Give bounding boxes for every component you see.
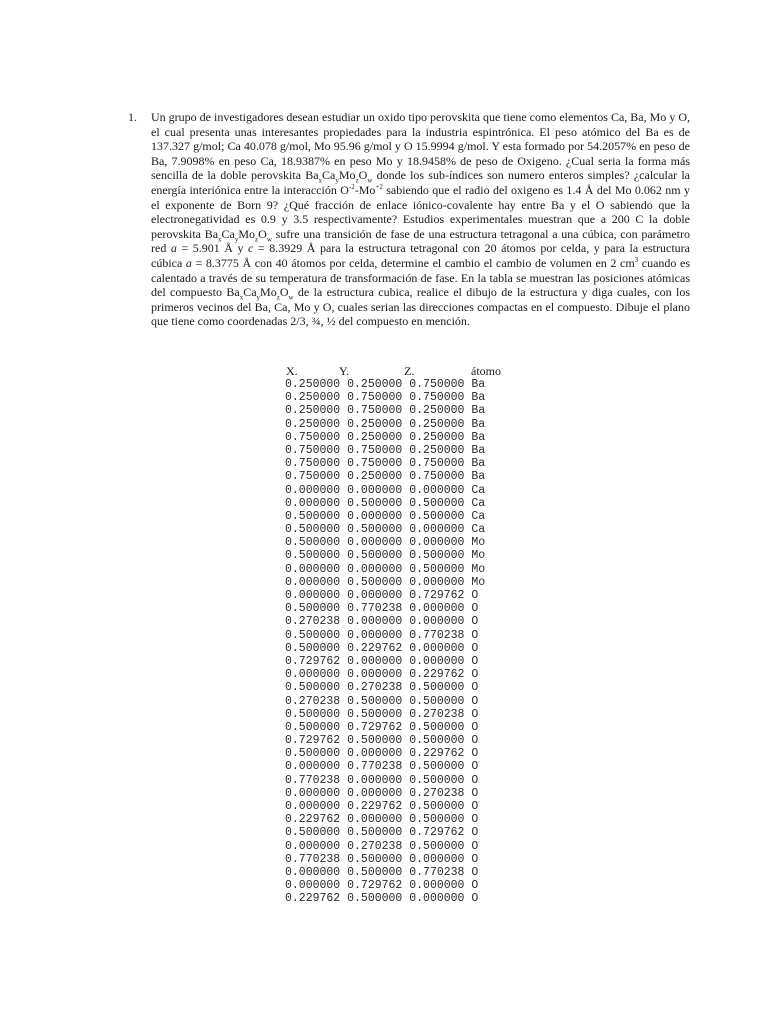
table-row bbox=[285, 734, 485, 747]
cell-z: 0.229762 bbox=[409, 747, 465, 761]
cell-z: 0.500000 bbox=[409, 773, 465, 787]
cell-z: 0.000000 bbox=[409, 575, 465, 589]
question-segment: -2 bbox=[348, 182, 355, 191]
cell-y: 0.229762 bbox=[347, 800, 403, 813]
cell-z: 0.000000 bbox=[409, 523, 465, 537]
table-row bbox=[285, 457, 485, 470]
cell-z: 0.770238 bbox=[409, 865, 465, 879]
cell-y: 0.250000 bbox=[347, 430, 403, 444]
cell-y: 0.500000 bbox=[347, 734, 403, 748]
table-row bbox=[285, 642, 485, 655]
question-segment: Mo bbox=[260, 285, 277, 300]
cell-y: 0.750000 bbox=[347, 391, 403, 405]
cell-x: 0.000000 bbox=[285, 668, 341, 682]
cell-y: 0.000000 bbox=[347, 786, 403, 800]
cell-x: 0.000000 bbox=[285, 800, 341, 813]
question-segment: w bbox=[266, 235, 272, 244]
cell-x: 0.250000 bbox=[285, 417, 341, 431]
cell-y: 0.000000 bbox=[347, 536, 403, 550]
question-segment: O bbox=[279, 285, 289, 300]
cell-x: 0.500000 bbox=[285, 641, 341, 655]
question-segment: Ca bbox=[322, 168, 336, 183]
table-row bbox=[285, 760, 485, 773]
cell-atom: Ba bbox=[471, 391, 486, 405]
cell-x: 0.250000 bbox=[285, 378, 341, 391]
cell-atom: O bbox=[471, 892, 479, 906]
cell-atom: Ba bbox=[471, 378, 486, 391]
cell-atom: Ca bbox=[471, 523, 486, 537]
cell-x: 0.000000 bbox=[285, 575, 341, 589]
table-row bbox=[285, 378, 485, 391]
cell-atom: Ba bbox=[471, 417, 486, 431]
question-segment: z bbox=[355, 176, 359, 185]
question-segment: x bbox=[218, 235, 222, 244]
question-segment: 3 bbox=[634, 255, 639, 264]
cell-y: 0.770238 bbox=[347, 602, 403, 616]
cell-y: 0.500000 bbox=[347, 694, 403, 708]
table-row bbox=[285, 853, 485, 866]
cell-y: 0.000000 bbox=[347, 747, 403, 761]
cell-x: 0.500000 bbox=[285, 536, 341, 550]
cell-z: 0.750000 bbox=[409, 457, 465, 471]
question-segment: sufre una transición de fase de una estructura tetragonal a una cúbica, con parámetro red bbox=[151, 226, 690, 256]
question-segment: a bbox=[185, 255, 192, 270]
cell-atom: O bbox=[471, 681, 479, 695]
table-row bbox=[285, 866, 485, 879]
cell-z: 0.000000 bbox=[409, 879, 465, 893]
cell-atom: Ca bbox=[471, 496, 486, 510]
cell-atom: O bbox=[471, 826, 479, 840]
cell-y: 0.000000 bbox=[347, 773, 403, 787]
cell-x: 0.000000 bbox=[285, 562, 341, 576]
cell-z: 0.270238 bbox=[409, 786, 465, 800]
table-row bbox=[285, 813, 485, 826]
cell-x: 0.000000 bbox=[285, 496, 341, 510]
question-segment: Mo bbox=[238, 226, 256, 241]
question-segment: sabiendo que el radio del oxigeno es 1.4 Å del Mo 0.062 nm y el exponente de Born 9? ¿Qué fracción de enlace iónico-covalente hay entre Ba y el O sabiendo que la electronegatividad es 0.9 y 3.5 respectivamente? Estudios experimentales muestran que a 200 C la doble perovskita Ba bbox=[151, 182, 690, 241]
question-segment: a bbox=[170, 241, 177, 256]
cell-y: 0.500000 bbox=[347, 865, 403, 879]
question-number: 1. bbox=[128, 110, 137, 124]
table-row bbox=[285, 800, 485, 813]
cell-y: 0.250000 bbox=[347, 470, 403, 484]
table-row bbox=[285, 523, 485, 536]
cell-x: 0.000000 bbox=[285, 865, 341, 879]
cell-atom: Ba bbox=[471, 443, 486, 457]
cell-z: 0.729762 bbox=[409, 589, 465, 602]
cell-y: 0.500000 bbox=[347, 523, 403, 537]
cell-x: 0.000000 bbox=[285, 589, 341, 602]
table-row bbox=[285, 404, 485, 417]
table-row bbox=[285, 747, 485, 760]
cell-z: 0.000000 bbox=[409, 852, 465, 866]
cell-z: 0.750000 bbox=[409, 391, 465, 405]
cell-x: 0.000000 bbox=[285, 483, 341, 497]
cell-atom: O bbox=[471, 602, 479, 616]
question-segment: donde los sub-índices son numero enteros simples? ¿calcular la energía interiónica entre la interacción O bbox=[151, 168, 690, 197]
cell-x: 0.270238 bbox=[285, 694, 341, 708]
question-segment: y bbox=[234, 235, 239, 244]
cell-y: 0.229762 bbox=[347, 641, 403, 655]
cell-z: 0.770238 bbox=[409, 628, 465, 642]
table-row bbox=[285, 826, 485, 839]
cell-atom: O bbox=[471, 800, 479, 813]
cell-z: 0.000000 bbox=[409, 892, 465, 906]
cell-y: 0.000000 bbox=[347, 589, 403, 602]
question-segment: z bbox=[276, 293, 280, 302]
cell-z: 0.250000 bbox=[409, 443, 465, 457]
table-row bbox=[285, 681, 485, 694]
cell-atom: O bbox=[471, 707, 479, 721]
cell-z: 0.500000 bbox=[409, 509, 465, 523]
cell-atom: Ba bbox=[471, 470, 486, 484]
question-text bbox=[151, 110, 690, 329]
cell-z: 0.000000 bbox=[409, 483, 465, 497]
question-segment: = 5.901 Å y bbox=[176, 241, 249, 256]
cell-z: 0.500000 bbox=[409, 813, 465, 827]
cell-y: 0.000000 bbox=[347, 615, 403, 629]
table-row bbox=[285, 497, 485, 510]
cell-y: 0.000000 bbox=[347, 483, 403, 497]
cell-y: 0.000000 bbox=[347, 813, 403, 827]
cell-atom: Mo bbox=[471, 549, 486, 563]
cell-atom: Ba bbox=[471, 430, 486, 444]
cell-x: 0.750000 bbox=[285, 470, 341, 484]
cell-y: 0.770238 bbox=[347, 760, 403, 774]
cell-y: 0.000000 bbox=[347, 628, 403, 642]
question-segment: cuando es calentado a través de su temperatura de transformación de fase. En la tabla se muestran las posiciones atómicas del compuesto Ba bbox=[151, 255, 690, 300]
table-row bbox=[285, 721, 485, 734]
cell-x: 0.770238 bbox=[285, 852, 341, 866]
table-row bbox=[285, 879, 485, 892]
cell-atom: O bbox=[471, 734, 479, 748]
cell-z: 0.500000 bbox=[409, 681, 465, 695]
cell-z: 0.270238 bbox=[409, 707, 465, 721]
cell-atom: O bbox=[471, 747, 479, 761]
col-header-z: Z. bbox=[404, 364, 415, 378]
question-segment: z bbox=[255, 235, 259, 244]
cell-x: 0.500000 bbox=[285, 628, 341, 642]
cell-x: 0.229762 bbox=[285, 892, 341, 906]
cell-y: 0.000000 bbox=[347, 654, 403, 668]
cell-atom: O bbox=[471, 879, 479, 893]
cell-atom: O bbox=[471, 786, 479, 800]
question-segment: Ca bbox=[243, 285, 257, 300]
table-row bbox=[285, 892, 485, 905]
cell-z: 0.500000 bbox=[409, 549, 465, 563]
cell-z: 0.250000 bbox=[409, 430, 465, 444]
cell-x: 0.500000 bbox=[285, 720, 341, 734]
cell-z: 0.500000 bbox=[409, 839, 465, 853]
cell-x: 0.770238 bbox=[285, 773, 341, 787]
question-segment: x bbox=[318, 176, 323, 185]
cell-z: 0.250000 bbox=[409, 417, 465, 431]
cell-x: 0.500000 bbox=[285, 509, 341, 523]
cell-atom: O bbox=[471, 760, 479, 774]
cell-y: 0.270238 bbox=[347, 839, 403, 853]
table-row bbox=[285, 431, 485, 444]
cell-x: 0.500000 bbox=[285, 681, 341, 695]
cell-z: 0.250000 bbox=[409, 404, 465, 418]
cell-y: 0.500000 bbox=[347, 852, 403, 866]
col-header-x: X. bbox=[286, 364, 298, 378]
cell-z: 0.000000 bbox=[409, 615, 465, 629]
cell-z: 0.500000 bbox=[409, 734, 465, 748]
cell-atom: O bbox=[471, 839, 479, 853]
cell-atom: O bbox=[471, 773, 479, 787]
table-row bbox=[285, 418, 485, 431]
table-row bbox=[285, 787, 485, 800]
cell-x: 0.750000 bbox=[285, 430, 341, 444]
table-header bbox=[0, 364, 768, 378]
cell-x: 0.500000 bbox=[285, 707, 341, 721]
table-row bbox=[285, 695, 485, 708]
table-row bbox=[285, 589, 485, 602]
cell-atom: Ca bbox=[471, 483, 486, 497]
cell-y: 0.500000 bbox=[347, 892, 403, 906]
cell-y: 0.000000 bbox=[347, 562, 403, 576]
cell-atom: Mo bbox=[471, 536, 486, 550]
table-row bbox=[285, 536, 485, 549]
table-row bbox=[285, 655, 485, 668]
cell-z: 0.500000 bbox=[409, 800, 465, 813]
cell-z: 0.750000 bbox=[409, 470, 465, 484]
cell-x: 0.000000 bbox=[285, 760, 341, 774]
table-row bbox=[285, 629, 485, 642]
question-segment: x bbox=[239, 293, 244, 302]
cell-y: 0.500000 bbox=[347, 707, 403, 721]
cell-x: 0.750000 bbox=[285, 457, 341, 471]
cell-x: 0.000000 bbox=[285, 786, 341, 800]
cell-x: 0.500000 bbox=[285, 523, 341, 537]
cell-x: 0.270238 bbox=[285, 615, 341, 629]
cell-atom: Mo bbox=[471, 562, 486, 576]
cell-x: 0.250000 bbox=[285, 404, 341, 418]
question-segment: y bbox=[335, 176, 339, 185]
atomic-positions-table bbox=[285, 378, 485, 906]
table-row bbox=[285, 484, 485, 497]
cell-atom: O bbox=[471, 694, 479, 708]
cell-y: 0.500000 bbox=[347, 575, 403, 589]
cell-y: 0.729762 bbox=[347, 879, 403, 893]
cell-atom: O bbox=[471, 654, 479, 668]
cell-atom: O bbox=[471, 615, 479, 629]
cell-x: 0.750000 bbox=[285, 443, 341, 457]
cell-z: 0.500000 bbox=[409, 760, 465, 774]
cell-atom: O bbox=[471, 852, 479, 866]
table-row bbox=[285, 668, 485, 681]
cell-z: 0.500000 bbox=[409, 496, 465, 510]
cell-y: 0.729762 bbox=[347, 720, 403, 734]
question-segment: w bbox=[367, 176, 373, 185]
table-row bbox=[285, 444, 485, 457]
cell-y: 0.250000 bbox=[347, 378, 403, 391]
cell-z: 0.000000 bbox=[409, 602, 465, 616]
table-row bbox=[285, 602, 485, 615]
cell-x: 0.500000 bbox=[285, 747, 341, 761]
question-segment: Ca bbox=[221, 226, 235, 241]
cell-y: 0.750000 bbox=[347, 457, 403, 471]
cell-x: 0.000000 bbox=[285, 879, 341, 893]
cell-x: 0.729762 bbox=[285, 734, 341, 748]
cell-x: 0.729762 bbox=[285, 654, 341, 668]
col-header-atom: átomo bbox=[471, 364, 501, 378]
cell-atom: Ba bbox=[471, 404, 486, 418]
table-row bbox=[285, 391, 485, 404]
cell-x: 0.000000 bbox=[285, 839, 341, 853]
cell-z: 0.000000 bbox=[409, 536, 465, 550]
cell-y: 0.000000 bbox=[347, 668, 403, 682]
cell-y: 0.250000 bbox=[347, 417, 403, 431]
cell-atom: O bbox=[471, 720, 479, 734]
cell-x: 0.229762 bbox=[285, 813, 341, 827]
question-segment: w bbox=[288, 293, 294, 302]
cell-z: 0.750000 bbox=[409, 378, 465, 391]
question-segment: Un grupo de investigadores desean estudiar un oxido tipo perovskita que tiene como elementos Ca, Ba, Mo y O, el cual presenta unas interesantes propiedades para la industria espintrónica. El peso atómico del Ba es de 137.327 g/mol; Ca 40.078 g/mol, Mo 95.96 g/mol y O 15.9994 g/mol. Y esta formado por 54.2057% en peso de Ba, 7.9098% en peso Ca, 18.9387% en peso Mo y 18.9458% de peso de Oxigeno. ¿Cual seria la forma más sencilla de la doble perovskita Ba bbox=[151, 110, 690, 183]
question-segment: de la estructura cubica, realice el dibujo de la estructura y diga cuales, con los primeros vecinos del Ba, Ca, Mo y O, cuales serian las direcciones compactas en el compuesto. Dibuje el plano que tiene como coordenadas 2/3, ¾, ½ del compuesto en mención. bbox=[151, 285, 690, 329]
table-row bbox=[285, 840, 485, 853]
cell-y: 0.500000 bbox=[347, 549, 403, 563]
table-row bbox=[285, 510, 485, 523]
cell-z: 0.229762 bbox=[409, 668, 465, 682]
cell-atom: O bbox=[471, 865, 479, 879]
question-segment: = 8.3929 Å para la estructura tetragonal con 20 átomos por celda, y para la estructura cúbica bbox=[151, 241, 690, 270]
cell-z: 0.000000 bbox=[409, 641, 465, 655]
question-segment: = 8.3775 Å con 40 átomos por celda, determine el cambio el cambio de volumen en 2 cm bbox=[191, 255, 635, 270]
question-segment: O bbox=[358, 168, 368, 183]
cell-z: 0.500000 bbox=[409, 720, 465, 734]
cell-y: 0.270238 bbox=[347, 681, 403, 695]
question-segment: y bbox=[256, 293, 261, 302]
cell-y: 0.750000 bbox=[347, 443, 403, 457]
cell-atom: O bbox=[471, 813, 479, 827]
cell-y: 0.000000 bbox=[347, 509, 403, 523]
question-segment: c bbox=[248, 241, 254, 256]
col-header-y: Y. bbox=[339, 364, 350, 378]
cell-z: 0.500000 bbox=[409, 562, 465, 576]
table-row bbox=[285, 563, 485, 576]
cell-atom: Mo bbox=[471, 575, 486, 589]
cell-y: 0.750000 bbox=[347, 404, 403, 418]
question-segment: +2 bbox=[375, 182, 383, 191]
cell-x: 0.250000 bbox=[285, 391, 341, 405]
cell-y: 0.500000 bbox=[347, 496, 403, 510]
cell-atom: O bbox=[471, 668, 479, 682]
cell-z: 0.500000 bbox=[409, 694, 465, 708]
table-row bbox=[285, 774, 485, 787]
cell-atom: O bbox=[471, 589, 479, 602]
table-row bbox=[285, 470, 485, 483]
cell-y: 0.500000 bbox=[347, 826, 403, 840]
cell-z: 0.000000 bbox=[409, 654, 465, 668]
cell-x: 0.500000 bbox=[285, 602, 341, 616]
cell-z: 0.729762 bbox=[409, 826, 465, 840]
table-row bbox=[285, 576, 485, 589]
table-row bbox=[285, 615, 485, 628]
cell-atom: Ba bbox=[471, 457, 486, 471]
table-row bbox=[285, 549, 485, 562]
cell-x: 0.500000 bbox=[285, 826, 341, 840]
question-segment: -Mo bbox=[354, 182, 376, 197]
cell-atom: O bbox=[471, 641, 479, 655]
question-segment: Mo bbox=[338, 168, 356, 183]
cell-atom: O bbox=[471, 628, 479, 642]
question-segment: O bbox=[258, 226, 267, 241]
cell-atom: Ca bbox=[471, 509, 486, 523]
table-row bbox=[285, 708, 485, 721]
cell-x: 0.500000 bbox=[285, 549, 341, 563]
